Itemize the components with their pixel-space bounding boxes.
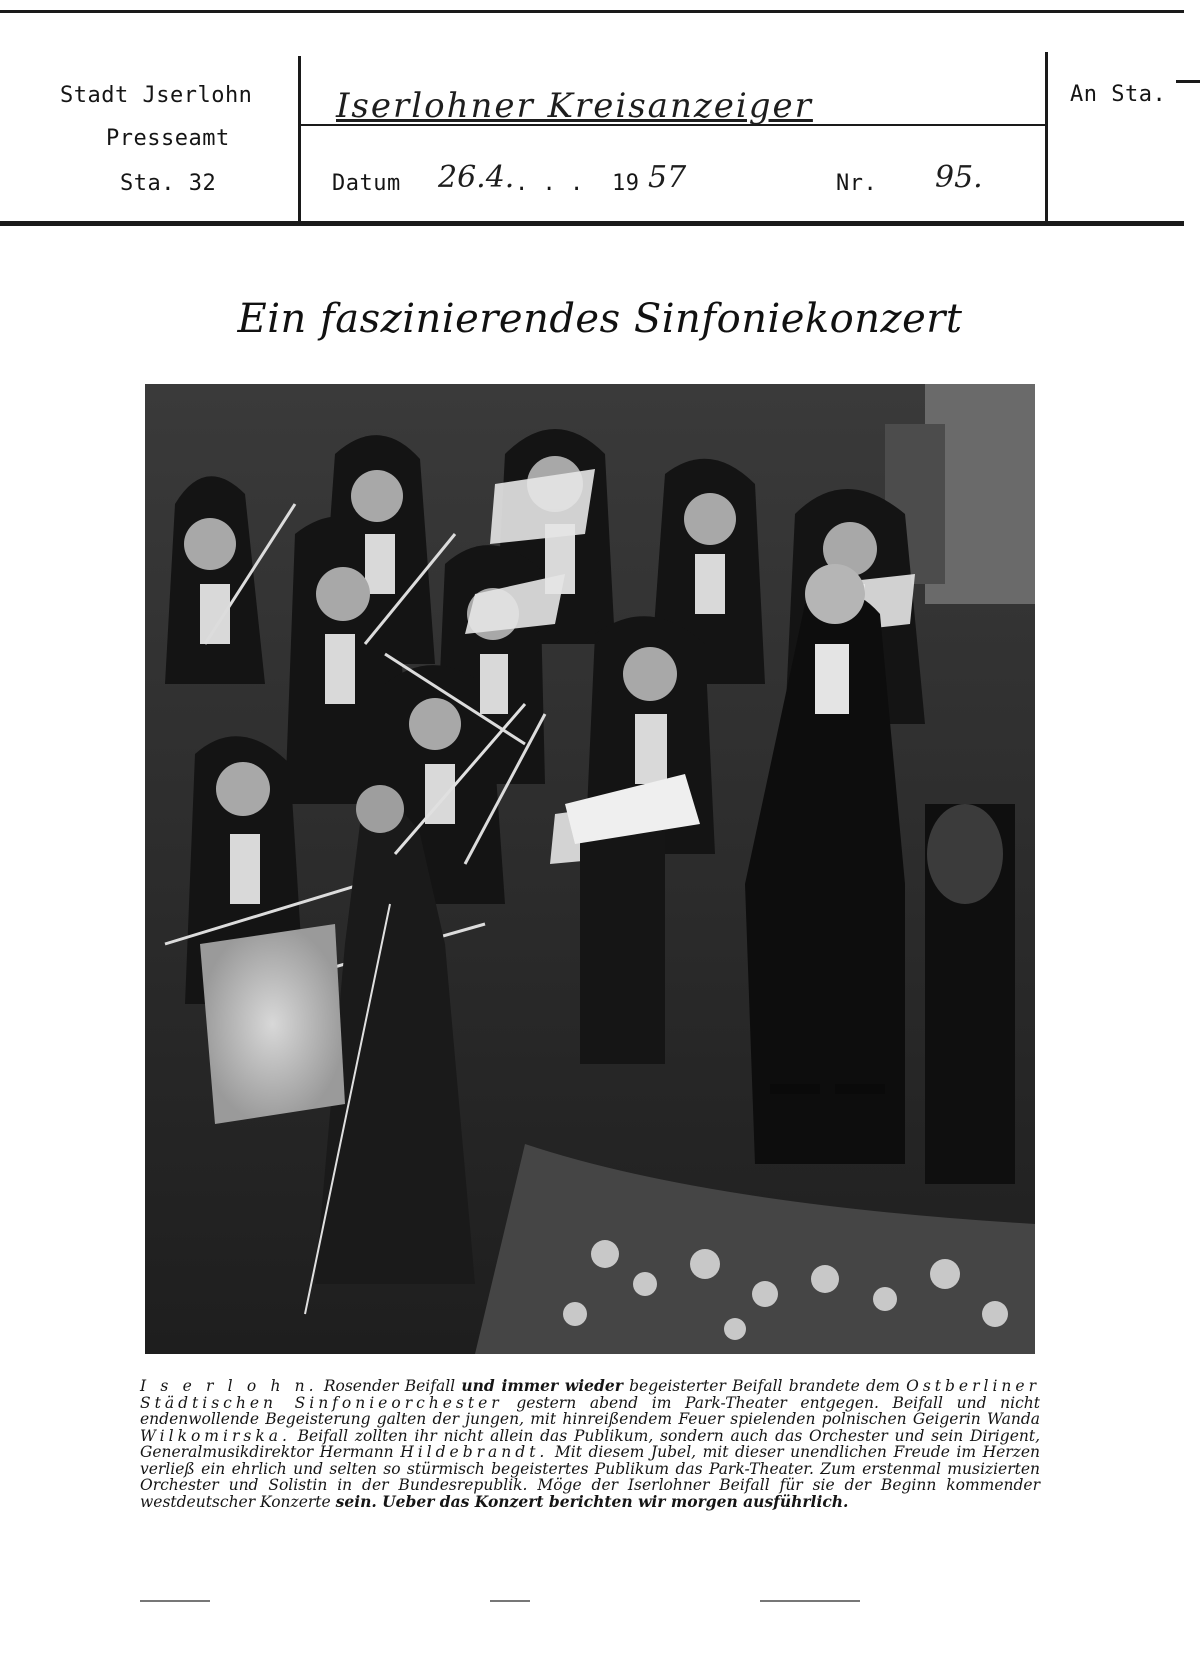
datum-label: Datum: [332, 171, 401, 196]
caption-dash-3: [760, 1600, 860, 1602]
article-headline: Ein faszinierendes Sinfoniekonzert: [237, 296, 963, 342]
photo-caption: [140, 1378, 1040, 1510]
caption-dateline: I s e r l o h n.: [140, 1377, 318, 1395]
caption-text-5: Beifall zollten ihr nicht allein das Publikum, sondern auch das Orchester und sein Dirigent, Generalmusikdirektor Hermann: [140, 1426, 1040, 1461]
caption-text-3: begeisterter Beifall brandete dem: [622, 1377, 907, 1395]
office-line-press: Presseamt: [106, 126, 230, 151]
header-top-rule: [0, 10, 1184, 13]
header-edge-mark: [1176, 80, 1200, 83]
concert-photo-illustration: [145, 384, 1035, 1354]
year-prefix: 19: [612, 171, 640, 196]
an-station-label: An Sta.: [1070, 82, 1167, 107]
caption-conductor: Hildebrandt.: [400, 1443, 549, 1461]
header-divider-right: [1045, 52, 1048, 223]
header-divider-left: [298, 56, 301, 223]
caption-text-4: gestern abend im Park-Theater entgegen. Beifall und nicht endenwollende Begeisterung galten der jungen, mit hinreißendem Feuer spielenden polnischen Geigerin Wanda: [140, 1393, 1040, 1428]
caption-text-2: und immer wieder: [461, 1376, 623, 1395]
number-handwritten: 95.: [935, 160, 983, 195]
caption-dash-1: [140, 1600, 210, 1602]
year-handwritten: 57: [648, 160, 687, 195]
caption-text-1: Rosender Beifall: [317, 1377, 462, 1395]
office-line-city: Stadt Jserlohn: [60, 83, 253, 108]
caption-text-6: Mit diesem Jubel, mit dieser unendlichen Freude im Herzen verließ ein ehrlich und selten so stürmisch begeistertes Publikum das Park-Theater. Zum erstenmal musizierten Orchester und Solistin in der Bundesrepublik. Möge der Iserlohner Beifall für sie der Beginn kommender westdeutscher Konzerte: [140, 1443, 1041, 1511]
datum-day-handwritten: 26.4.: [438, 160, 515, 195]
concert-photo: [145, 384, 1035, 1354]
number-label: Nr.: [836, 171, 878, 196]
caption-soloist: Wilkomirska.: [140, 1426, 291, 1445]
caption-text-7: sein. Ueber das Konzert berichten wir morgen ausführlich.: [335, 1491, 849, 1511]
datum-dots: . . .: [515, 171, 584, 196]
newspaper-name: Iserlohner Kreisanzeiger: [336, 86, 813, 126]
caption-orchestra: Ostberliner Städtischen Sinfonieorchester: [140, 1377, 1040, 1412]
caption-dash-2: [490, 1600, 530, 1602]
office-line-station: Sta. 32: [120, 171, 217, 196]
header-bottom-rule: [0, 221, 1184, 226]
